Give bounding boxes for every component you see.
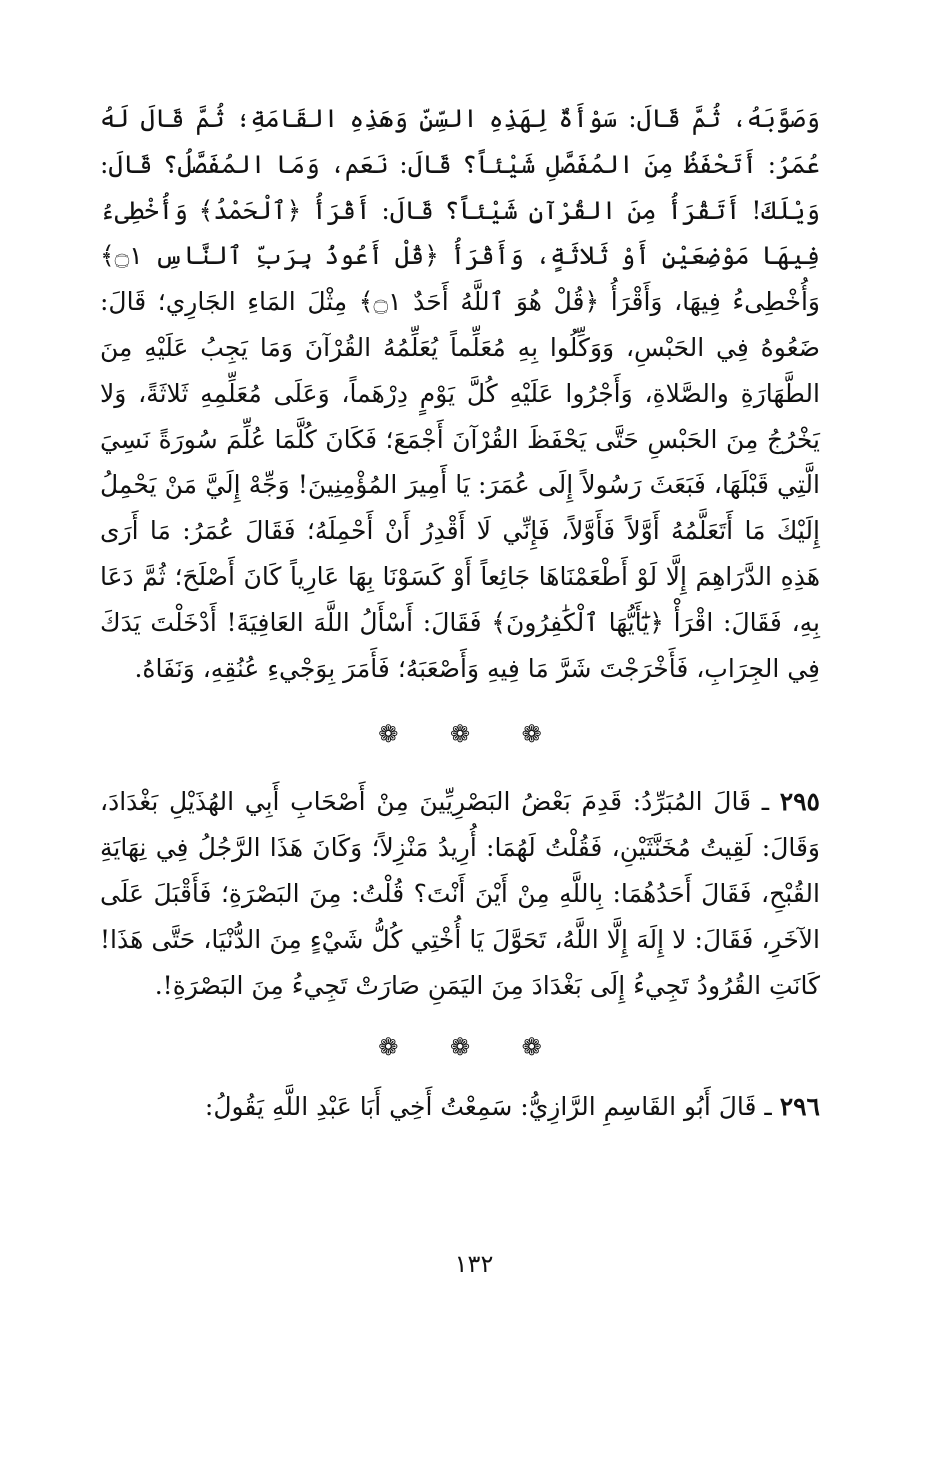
- page-number: ١٣٢: [454, 1250, 494, 1278]
- paragraph-entry-296: [100, 1084, 820, 1130]
- entry-text: ـ قَالَ أَبُو القَاسِمِ الرَّازِيُّ: سَمِعْتُ أَخِي أَبَا عَبْدِ اللَّهِ يَقُولُ:: [204, 1092, 780, 1122]
- section-separator: ❁ ❁ ❁: [378, 1033, 564, 1062]
- entry-number: ٢٩٥: [779, 787, 820, 817]
- entry-text: ـ قَالَ المُبَرِّدُ: قَدِمَ بَعْضُ البَصْرِيِّينَ مِنْ أَصْحَابِ أَبِي الهُذَيْلِ بَغْدَادَ، وَقَالَ: لَقِيتُ مُخَنَّثَيْنِ، فَقُلْتُ لَهُمَا: أُرِيدُ مَنْزِلاً؛ وَكَانَ هَذَا الرَّجُلُ فِي نِهَايَةِ القُبْحِ، فَقَالَ أَحَدُهُمَا: بِاللَّهِ مِنْ أَيْنَ أَنْتَ؟ قُلْتُ: مِنَ البَصْرَةِ؛ فَأَقْبَلَ عَلَى الآخَرِ، فَقَالَ: لا إِلَهَ إِلَّا اللَّهُ، تَحَوَّلَ يَا أُخْتِي كُلُّ شَيْءٍ مِنَ الدُّنْيَا، حَتَّى هَذَا! كَانَتِ القُرُودُ تَجِيءُ إِلَى بَغْدَادَ مِنَ اليَمَنِ صَارَتْ تَجِيءُ مِنَ البَصْرَةِ!.: [100, 787, 820, 1000]
- entry-number: ٢٩٦: [779, 1092, 820, 1122]
- paragraph-continuation: وَصَوَّبَهُ، ثُمَّ قَالَ: سَوْأَةٌ لِهَذِهِ السِّنِّ وَهَذِهِ القَامَةِ؛ ثُمَّ قَالَ لَهُ عُمَرُ: أَتَحْفَظُ مِنَ المُفَصَّلِ شَيْئاً؟ قَالَ: نَعَم، وَمَا المُفَصَّلُ؟ قَالَ: وَيْلَكَ! أَتَقْرَأُ مِنَ القُرْآنِ شَيْئاً؟ قَالَ: أَقْرَأُ ﴿ٱلْحَمْدُ﴾ وَأُخْطِىءُ فِيهَا مَوْضِعَيْنِ أَوْ ثَلاثَةٍ، وَأَقْرَأُ ﴿قُلْ أَعُوذُ بِرَبِّ ٱلنَّاسِ ۝١﴾ وَأُخْطِىءُ فِيهَا، وَأَقْرَأُ ﴿قُلْ هُوَ ٱللَّهُ أَحَدٌ ۝١﴾ مِثْلَ المَاءِ الجَارِي؛ قَالَ: ضَعُوهُ فِي الحَبْسِ، وَوَكِّلُوا بِهِ مُعَلِّماً يُعَلِّمُهُ القُرْآنَ وَمَا يَجِبُ عَلَيْهِ مِنَ الطَّهَارَةِ والصَّلاةِ، وَأَجْرُوا عَلَيْهِ كُلَّ يَوْمٍ دِرْهَماً، وَعَلَى مُعَلِّمِهِ ثَلاثَةً، وَلا يَخْرُجُ مِنَ الحَبْسِ حَتَّى يَحْفَظَ القُرْآنَ أَجْمَعَ؛ فَكَانَ كُلَّمَا عُلِّمَ سُورَةً نَسِيَ الَّتِي قَبْلَهَا، فَبَعَثَ رَسُولاً إِلَى عُمَرَ: يَا أَمِيرَ المُؤْمِنِينَ! وَجِّهْ إِلَيَّ مَنْ يَحْمِلُ إِلَيْكَ مَا أَتَعَلَّمُهُ أَوَّلاً فَأَوَّلاً، فَإِنِّي لَا أَقْدِرُ أَنْ أَحْمِلَهُ؛ فَقَالَ عُمَرُ: مَا أَرَى هَذِهِ الدَّرَاهِمَ إِلَّا لَوْ أَطْعَمْنَاهَا جَائِعاً أَوْ كَسَوْنَا بِهَا عَارِياً كَانَ أَصْلَحَ؛ ثُمَّ دَعَا بِهِ، فَقَالَ: اقْرَأْ ﴿يَٰٓأَيُّهَا ٱلْكَٰفِرُونَ﴾ فَقَالَ: أَسْأَلُ اللَّهَ العَافِيَةَ! أَدْخَلْتَ يَدَكَ فِي الجِرَابِ، فَأَخْرَجْتَ شَرَّ مَا فِيهِ وَأَصْعَبَهُ؛ فَأَمَرَ بِوَجْيءِ عُنُقِهِ، وَنَفَاهُ.: [100, 104, 820, 683]
- section-separator: ❁ ❁ ❁: [378, 720, 564, 749]
- paragraph-entry-295: [100, 779, 820, 1008]
- book-page: [100, 96, 820, 1316]
